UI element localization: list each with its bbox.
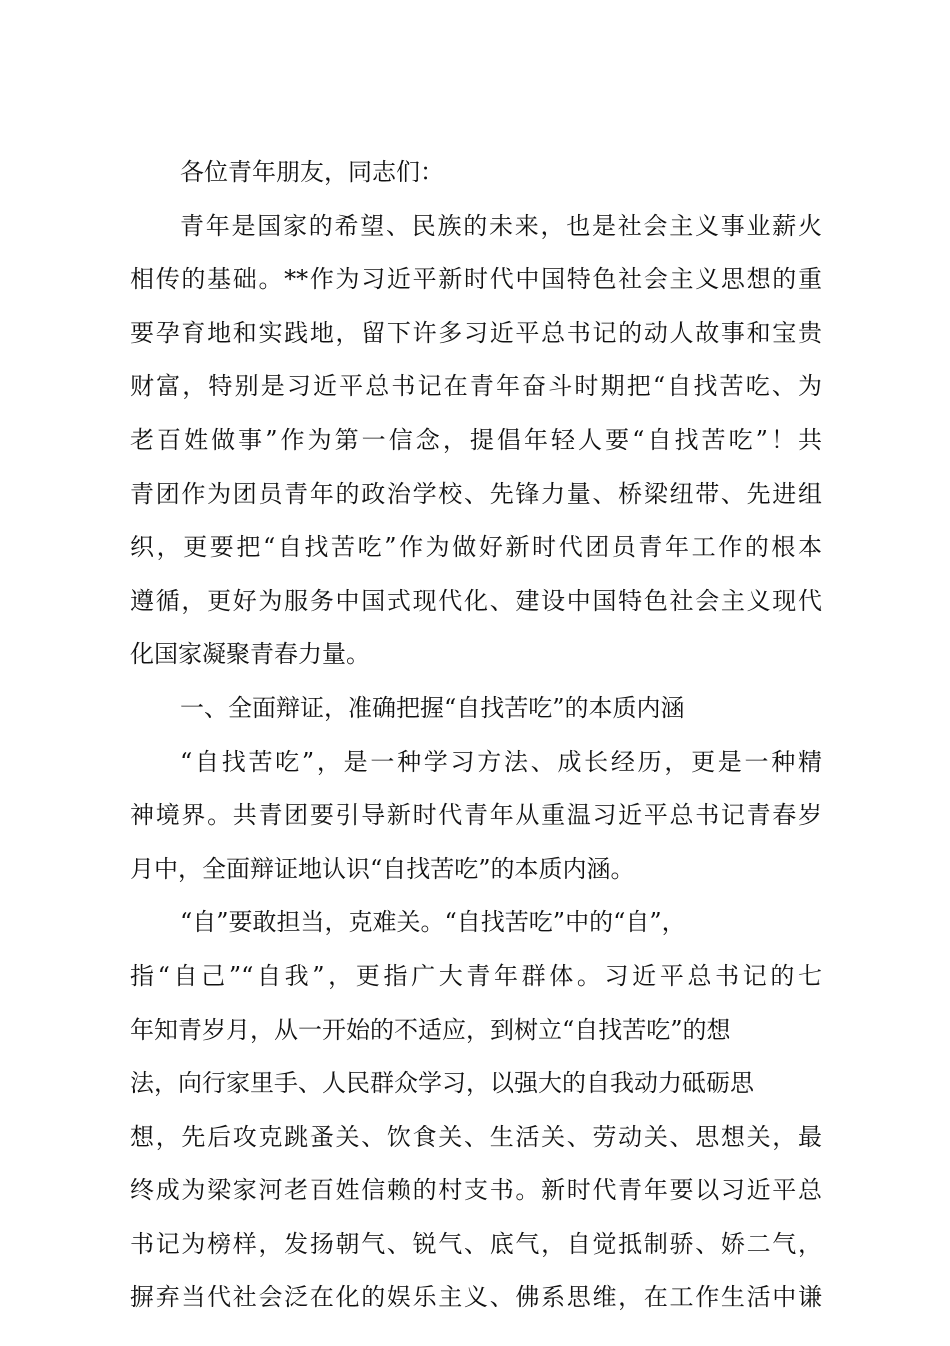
text-line: 化国家凝聚青春力量。 (130, 640, 370, 669)
text-line: 神境界。共青团要引导新时代青年从重温习近平总书记青春岁 (130, 801, 822, 830)
text-line: 财富，特别是习近平总书记在青年奋斗时期把“自找苦吃、为 (130, 372, 822, 401)
text-line: 一、全面辩证，准确把握“自找苦吃”的本质内涵 (180, 693, 685, 722)
text-line: 青团作为团员青年的政治学校、先锋力量、桥梁纽带、先进组 (130, 479, 822, 508)
text-line: 年知青岁月，从一开始的不适应，到树立“自找苦吃”的想 (130, 1015, 731, 1044)
text-line: 青年是国家的希望、民族的未来，也是社会主义事业薪火 (180, 211, 822, 240)
text-line: 摒弃当代社会泛在化的娱乐主义、佛系思维，在工作生活中谦 (130, 1283, 822, 1312)
text-line: 月中，全面辩证地认识“自找苦吃”的本质内涵。 (130, 854, 635, 883)
text-line: 书记为榜样，发扬朝气、锐气、底气，自觉抵制骄、娇二气， (130, 1229, 822, 1258)
text-line: “自”要敢担当，克难关。“自找苦吃”中的“自”， (180, 908, 686, 937)
text-line: 遵循，更好为服务中国式现代化、建设中国特色社会主义现代 (130, 586, 822, 615)
text-line: 相传的基础。**作为习近平新时代中国特色社会主义思想的重 (130, 265, 822, 294)
document-body (130, 146, 822, 1325)
text-line: 织，更要把“自找苦吃”作为做好新时代团员青年工作的根本 (130, 533, 822, 562)
text-line: 法，向行家里手、人民群众学习，以强大的自我动力砥砺思 (130, 1069, 754, 1098)
text-line: 终成为梁家河老百姓信赖的村支书。新时代青年要以习近平总 (130, 1176, 822, 1205)
text-line: 老百姓做事”作为第一信念，提倡年轻人要“自找苦吃”！共 (130, 425, 822, 454)
text-line: “自找苦吃”，是一种学习方法、成长经历，更是一种精 (180, 747, 822, 776)
text-line: 想，先后攻克跳蚤关、饮食关、生活关、劳动关、思想关，最 (130, 1122, 822, 1151)
text-line: 要孕育地和实践地，留下许多习近平总书记的动人故事和宝贵 (130, 318, 822, 347)
text-line: 各位青年朋友，同志们： (180, 158, 444, 186)
text-line: 指“自己”“自我”，更指广大青年群体。习近平总书记的七 (130, 961, 822, 990)
